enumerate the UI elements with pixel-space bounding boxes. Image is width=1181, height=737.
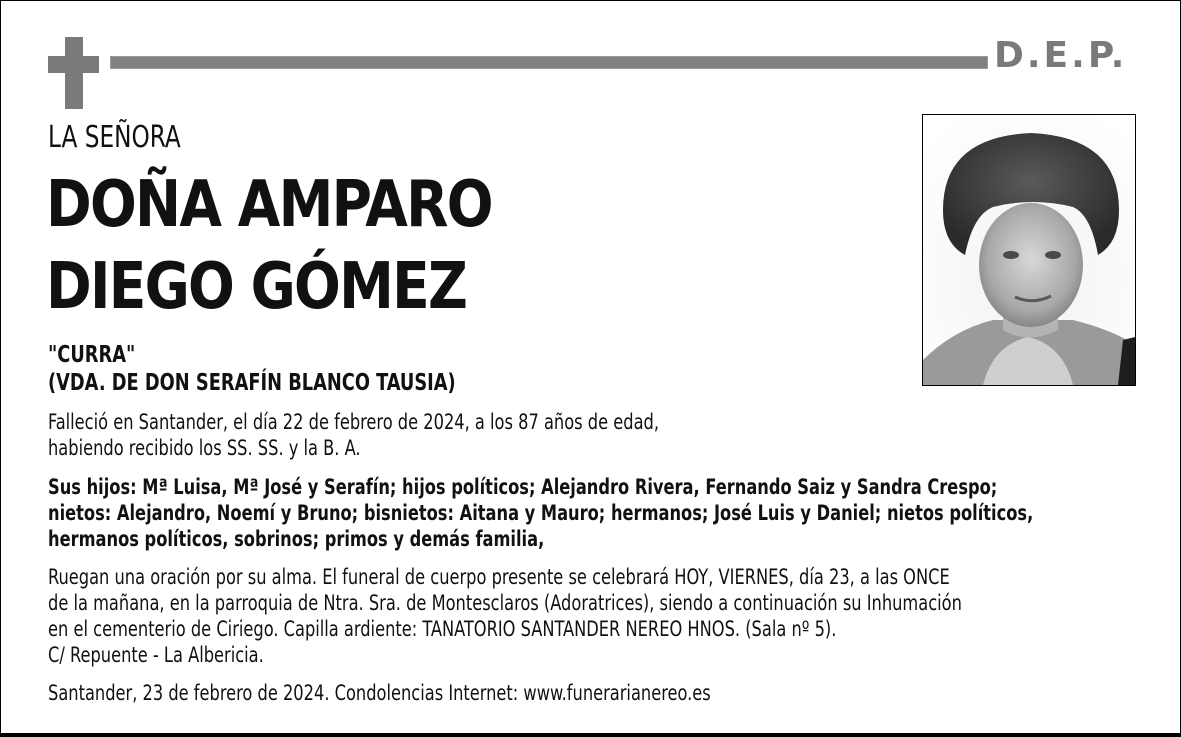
funeral-line: en el cementerio de Ciriego. Capilla ardiente: TANATORIO SANTANDER NEREO HNOS. (Sala nº 5). (48, 617, 837, 641)
footer-text: Santander, 23 de febrero de 2024. Condolencias Internet: www.funerarianereo.es (48, 681, 711, 705)
widow-of: (VDA. DE DON SERAFÍN BLANCO TAUSIA) (48, 370, 456, 396)
death-notice (48, 409, 659, 461)
deceased-name-line2: DIEGO GÓMEZ (46, 250, 467, 324)
funeral-info (48, 564, 962, 668)
death-notice-line: Falleció en Santander, el día 22 de febrero de 2024, a los 87 años de edad, (48, 410, 660, 434)
funeral-line: C/ Repuente - La Albericia. (48, 643, 264, 667)
title-label: LA SEÑORA (48, 120, 181, 155)
deceased-name-line1: DOÑA AMPARO (46, 168, 492, 242)
funeral-line: Ruegan una oración por su alma. El funeral de cuerpo presente se celebrará HOY, VIERNES, día 23, a las ONCE (48, 565, 950, 589)
family-line: hermanos políticos, sobrinos; primos y demás familia, (48, 527, 545, 551)
funeral-line: de la mañana, en la parroquia de Ntra. Sra. de Montesclaros (Adoratrices), siendo a continuación su Inhumación (48, 591, 962, 615)
dep-label: D.E.P. (994, 35, 1128, 76)
header-rule (110, 56, 988, 69)
portrait-photo (922, 114, 1136, 386)
family-line: Sus hijos: Mª Luisa, Mª José y Serafín; hijos políticos; Alejandro Rivera, Fernando Saiz y Sandra Crespo; (48, 475, 998, 499)
deceased-alias: "CURRA" (48, 342, 136, 368)
death-notice-line: habiendo recibido los SS. SS. y la B. A. (48, 436, 361, 460)
family-line: nietos: Alejandro, Noemí y Bruno; bisnietos: Aitana y Mauro; hermanos; José Luis y Daniel; nietos políticos, (48, 501, 1034, 525)
family-list (48, 474, 1033, 552)
